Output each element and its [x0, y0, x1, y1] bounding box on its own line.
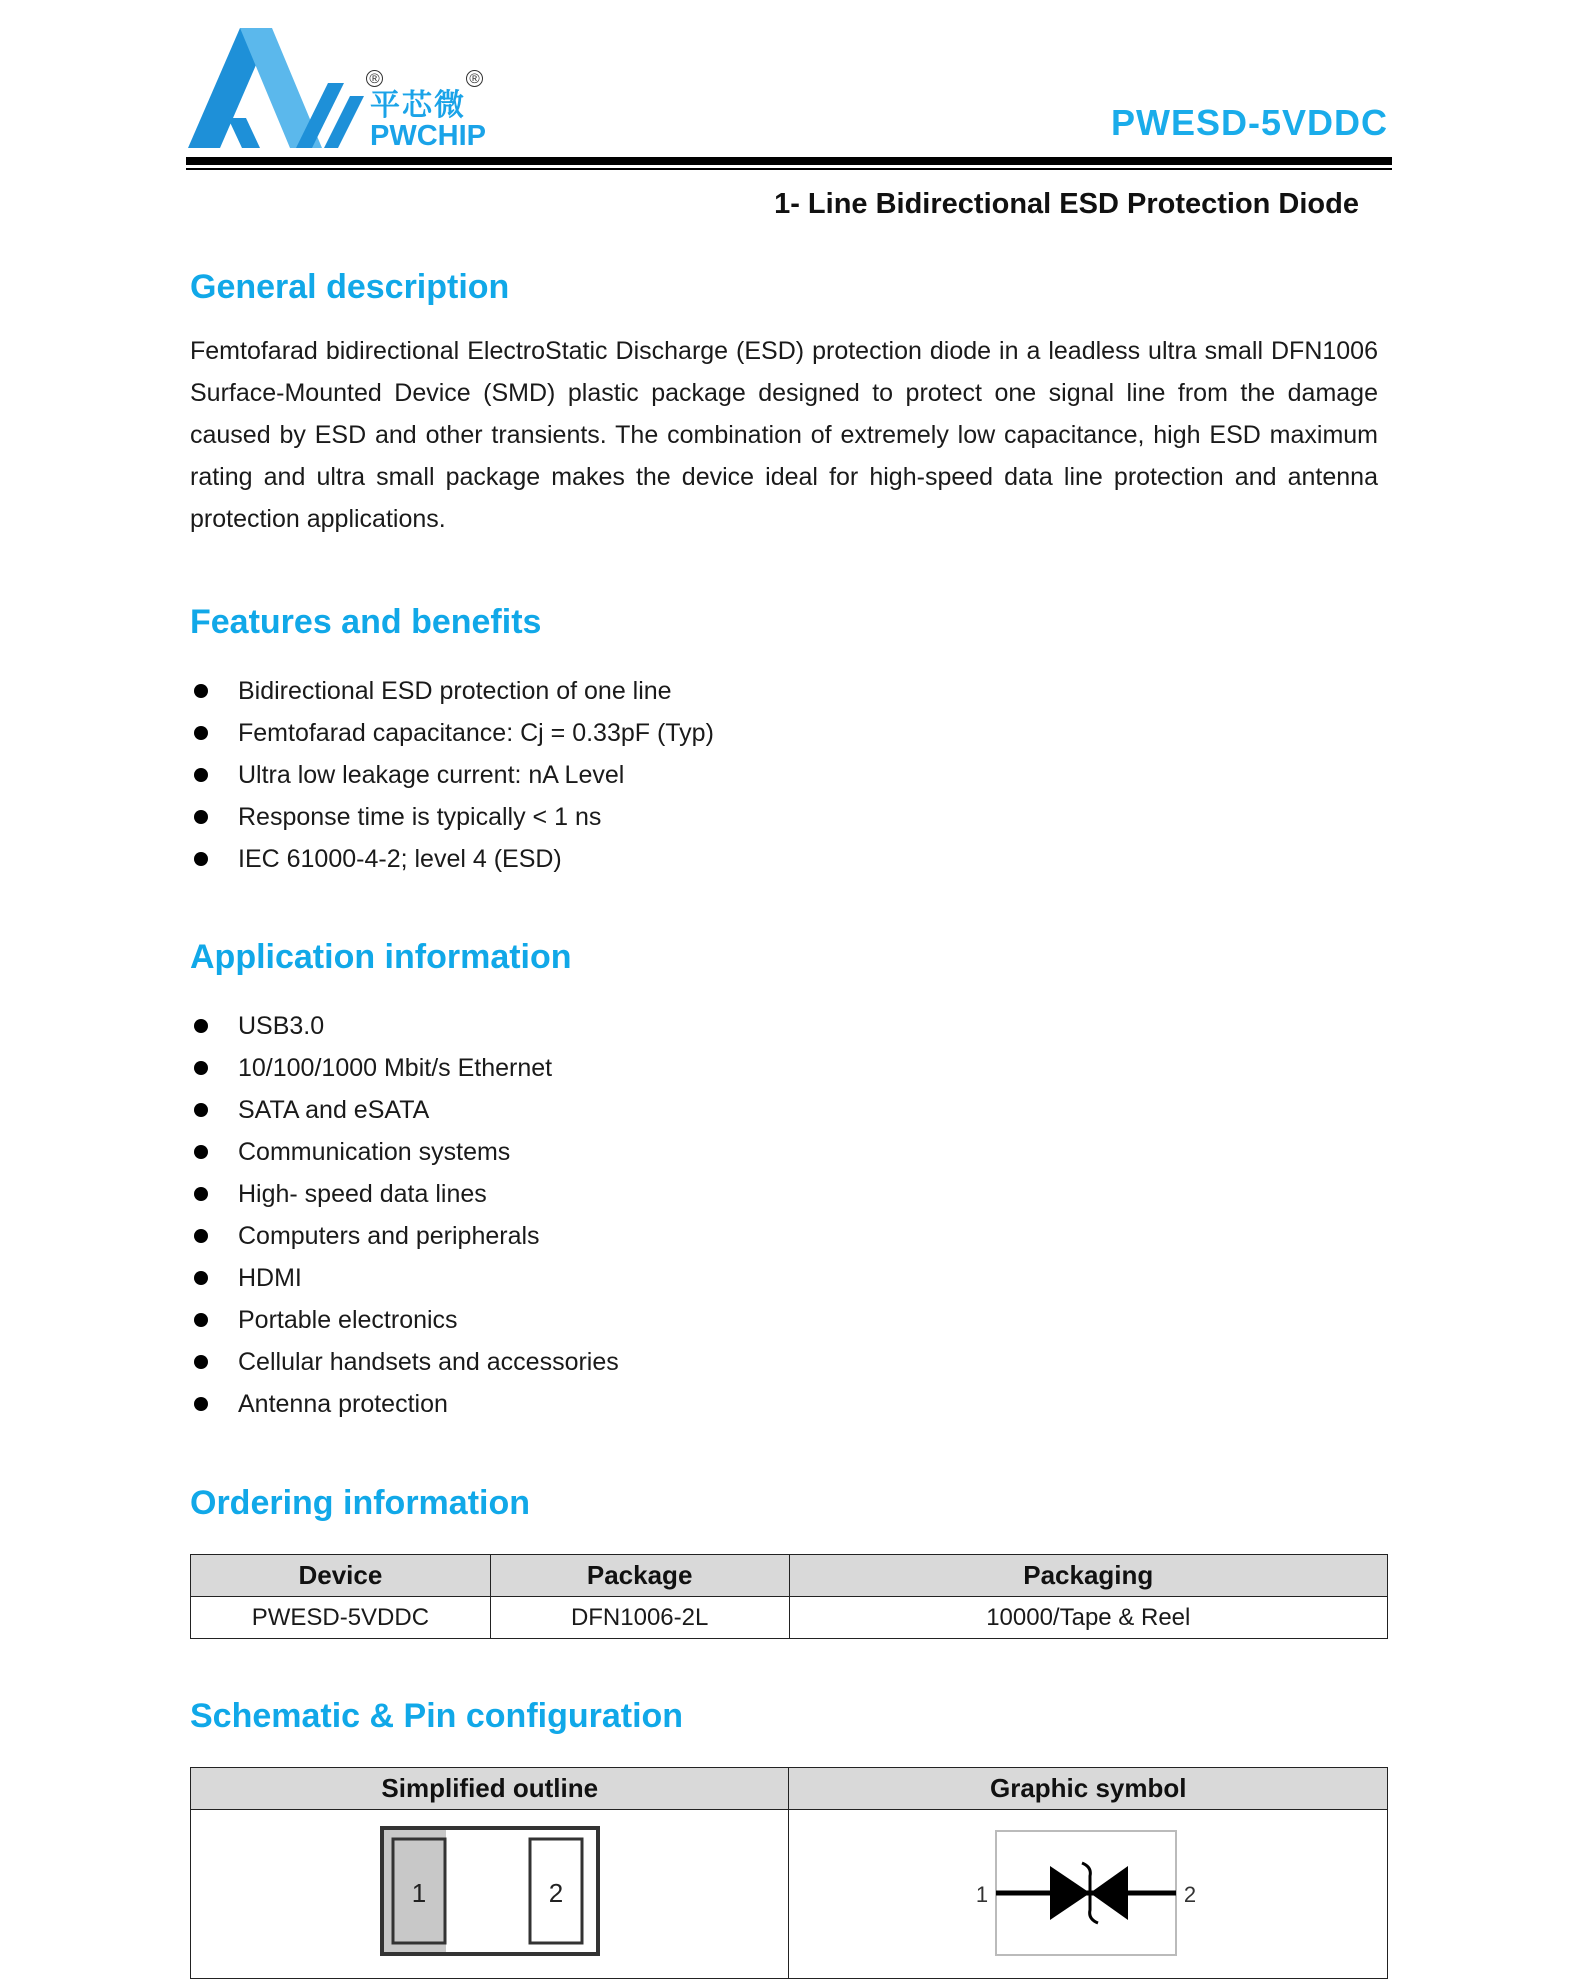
registered-mark: ®: [466, 70, 483, 87]
list-item-text: 10/100/1000 Mbit/s Ethernet: [238, 1054, 553, 1082]
pin-label: 1: [411, 1877, 426, 1908]
table-cell-packaging: 10000/Tape & Reel: [789, 1597, 1387, 1639]
column-header: Packaging: [789, 1555, 1387, 1597]
bullet-icon: [194, 1187, 208, 1201]
logo-mark-icon: [188, 28, 368, 153]
brand-name-english: PWCHIP: [370, 120, 486, 152]
bidirectional-tvs-diode-icon: [968, 1821, 1208, 1961]
list-item: [190, 1299, 619, 1341]
list-item: [190, 670, 714, 712]
list-item: [190, 1005, 619, 1047]
table-header-row: [191, 1768, 1388, 1810]
bullet-icon: [194, 1397, 208, 1411]
list-item-text: Portable electronics: [238, 1306, 458, 1334]
bullet-icon: [194, 768, 208, 782]
schematic-table: [190, 1767, 1388, 1979]
list-item-text: Communication systems: [238, 1138, 511, 1166]
list-item: [190, 1089, 619, 1131]
list-item-text: SATA and eSATA: [238, 1096, 430, 1124]
column-header: Graphic symbol: [789, 1768, 1388, 1810]
list-item: [190, 1215, 619, 1257]
list-item: [190, 1341, 619, 1383]
bullet-icon: [194, 1313, 208, 1327]
registered-mark: ®: [366, 70, 383, 87]
section-heading-applications: Application information: [190, 938, 572, 976]
list-item-text: Antenna protection: [238, 1390, 448, 1418]
bullet-icon: [194, 684, 208, 698]
section-heading-general-description: General description: [190, 268, 510, 306]
general-description-text: Femtofarad bidirectional ElectroStatic Discharge (ESD) protection diode in a leadless ultra small DFN1006 Surface-Mounted Device (SMD) plastic package designed to protect one signal line from the damage caused by ESD and other transients. The combination of extremely low capacitance, high ESD maximum rating and ultra small package makes the device ideal for high-speed data line protection and antenna protection applications.: [190, 337, 1378, 533]
list-item-text: Response time is typically < 1 ns: [238, 803, 602, 831]
list-item: [190, 838, 714, 880]
list-item-text: High- speed data lines: [238, 1180, 487, 1208]
list-item-text: Computers and peripherals: [238, 1222, 540, 1250]
features-list: [190, 670, 714, 880]
bullet-icon: [194, 1355, 208, 1369]
column-header: Package: [490, 1555, 789, 1597]
column-header: Device: [191, 1555, 491, 1597]
package-outline-icon: [380, 1826, 600, 1956]
section-heading-schematic: Schematic & Pin configuration: [190, 1697, 684, 1735]
section-heading-ordering: Ordering information: [190, 1484, 530, 1522]
bullet-icon: [194, 1145, 208, 1159]
list-item: [190, 1173, 619, 1215]
column-header: Simplified outline: [191, 1768, 789, 1810]
ordering-table: [190, 1554, 1388, 1639]
list-item-text: USB3.0: [238, 1012, 325, 1040]
list-item: [190, 1257, 619, 1299]
list-item: [190, 754, 714, 796]
table-cell-device: PWESD-5VDDC: [191, 1597, 491, 1639]
list-item-text: Cellular handsets and accessories: [238, 1348, 619, 1376]
list-item-text: Bidirectional ESD protection of one line: [238, 677, 672, 705]
table-cell-package: DFN1006-2L: [490, 1597, 789, 1639]
graphic-symbol-cell: [789, 1810, 1388, 1979]
list-item-text: Ultra low leakage current: nA Level: [238, 761, 625, 789]
pin-label: 1: [976, 1881, 989, 1907]
list-item: [190, 1383, 619, 1425]
bullet-icon: [194, 1103, 208, 1117]
header-rule-thin: [186, 168, 1392, 170]
bullet-icon: [194, 1271, 208, 1285]
list-item: [190, 796, 714, 838]
bullet-icon: [194, 726, 208, 740]
list-item-text: Femtofarad capacitance: Cj = 0.33pF (Typ): [238, 719, 714, 747]
list-item-text: HDMI: [238, 1264, 302, 1292]
pin-label: 2: [1184, 1881, 1197, 1907]
bullet-icon: [194, 1229, 208, 1243]
pin-label: 2: [548, 1877, 563, 1908]
applications-list: [190, 1005, 619, 1425]
list-item-text: IEC 61000-4-2; level 4 (ESD): [238, 845, 562, 873]
header-rule-thick: [186, 157, 1392, 165]
document-subtitle: 1- Line Bidirectional ESD Protection Diode: [774, 188, 1359, 220]
bullet-icon: [194, 810, 208, 824]
list-item: [190, 712, 714, 754]
table-row: [191, 1810, 1388, 1979]
bullet-icon: [194, 1019, 208, 1033]
brand-name-chinese: 平芯微: [370, 89, 466, 122]
bullet-icon: [194, 852, 208, 866]
table-row: [191, 1597, 1388, 1639]
section-heading-features: Features and benefits: [190, 603, 542, 641]
list-item: [190, 1131, 619, 1173]
part-number-title: PWESD-5VDDC: [1110, 102, 1388, 143]
bullet-icon: [194, 1061, 208, 1075]
table-header-row: [191, 1555, 1388, 1597]
list-item: [190, 1047, 619, 1089]
simplified-outline-cell: [191, 1810, 789, 1979]
